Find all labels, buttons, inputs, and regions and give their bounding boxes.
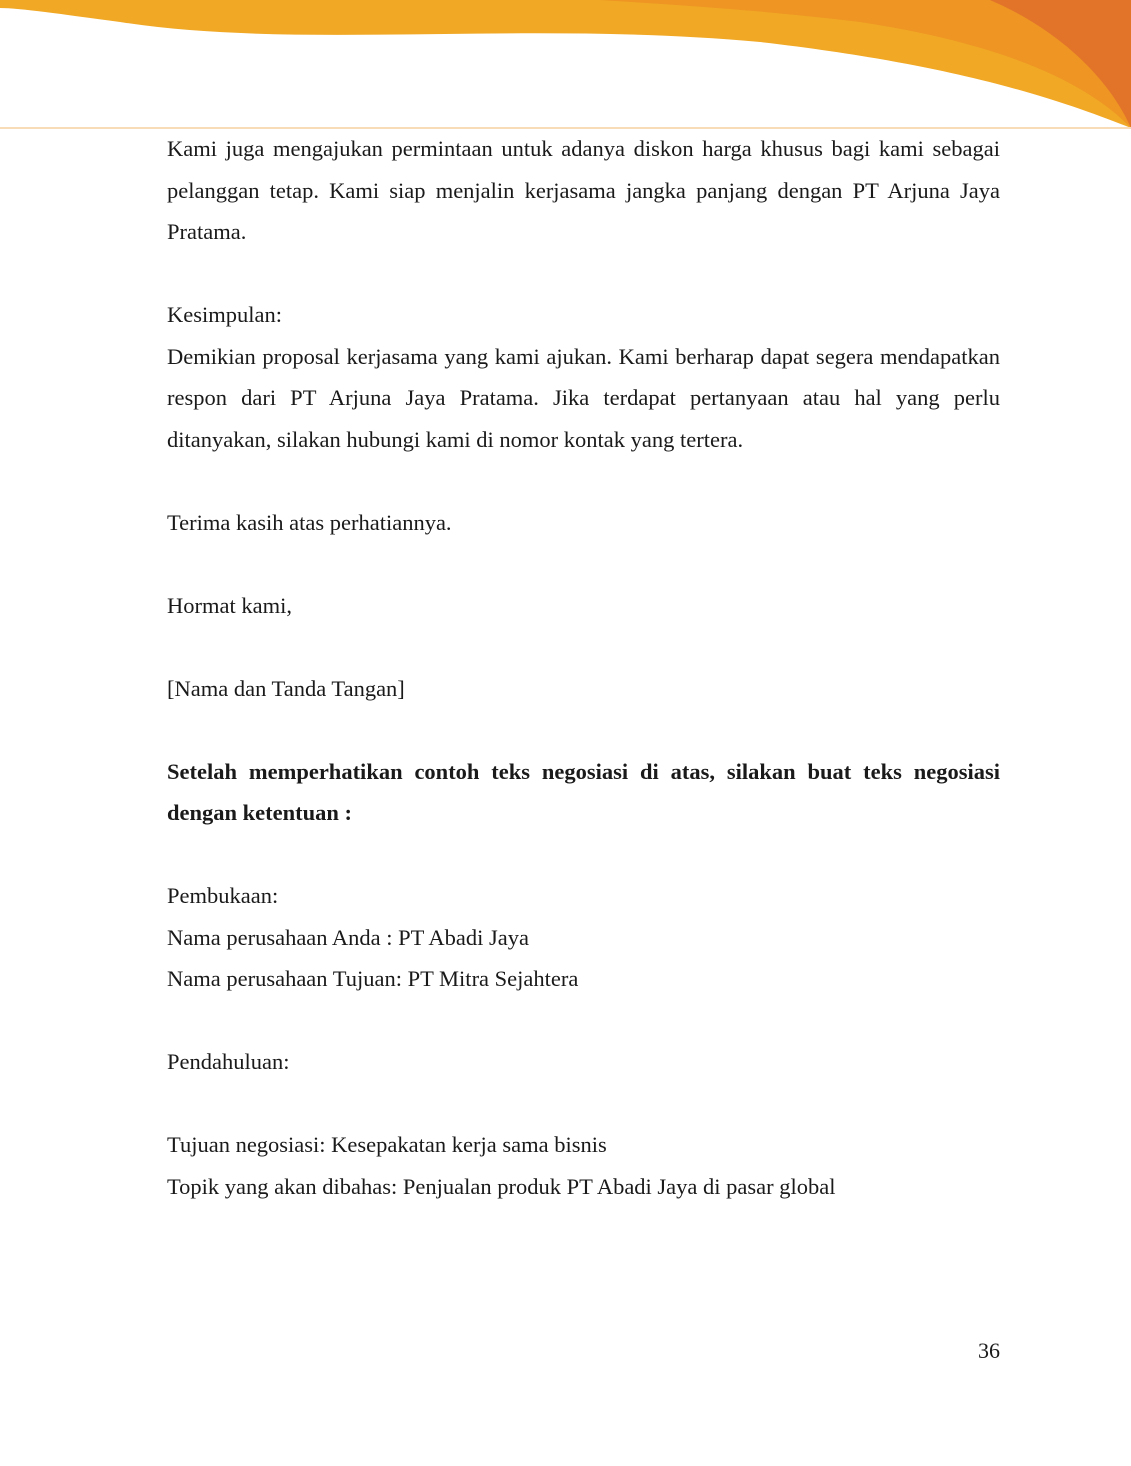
instruction-text: Setelah memperhatikan contoh teks negosiasi di atas, silakan buat teks negosiasi dengan ketentuan : [167,758,1000,825]
conclusion-heading: Kesimpulan: [167,302,282,327]
negotiation-topic: Topik yang akan dibahas: Penjualan produk PT Abadi Jaya di pasar global [167,1173,836,1199]
company-own: Nama perusahaan Anda : PT Abadi Jaya [167,924,529,950]
header-wave-decoration [0,0,1131,140]
closing-text: Hormat kami, [167,592,292,618]
signature-placeholder: [Nama dan Tanda Tangan] [167,675,405,701]
document-body [167,128,1000,1207]
intro-heading: Pendahuluan: [167,1049,290,1074]
page-number: 36 [978,1338,1000,1363]
thanks-text: Terima kasih atas perhatiannya. [167,509,452,535]
opening-heading: Pembukaan: [167,883,279,908]
company-target: Nama perusahaan Tujuan: PT Mitra Sejahtera [167,966,579,991]
paragraph-discount-request: Kami juga mengajukan permintaan untuk adanya diskon harga khusus bagi kami sebagai pelanggan tetap. Kami siap menjalin kerjasama jangka panjang dengan PT Arjuna Jaya Pratama. [167,136,1000,244]
conclusion-text: Demikian proposal kerjasama yang kami ajukan. Kami berharap dapat segera mendapatkan respon dari PT Arjuna Jaya Pratama. Jika terdapat pertanyaan atau hal yang perlu ditanyakan, silakan hubungi kami di nomor kontak yang tertera. [167,343,1000,452]
negotiation-goal: Tujuan negosiasi: Kesepakatan kerja sama bisnis [167,1132,607,1157]
